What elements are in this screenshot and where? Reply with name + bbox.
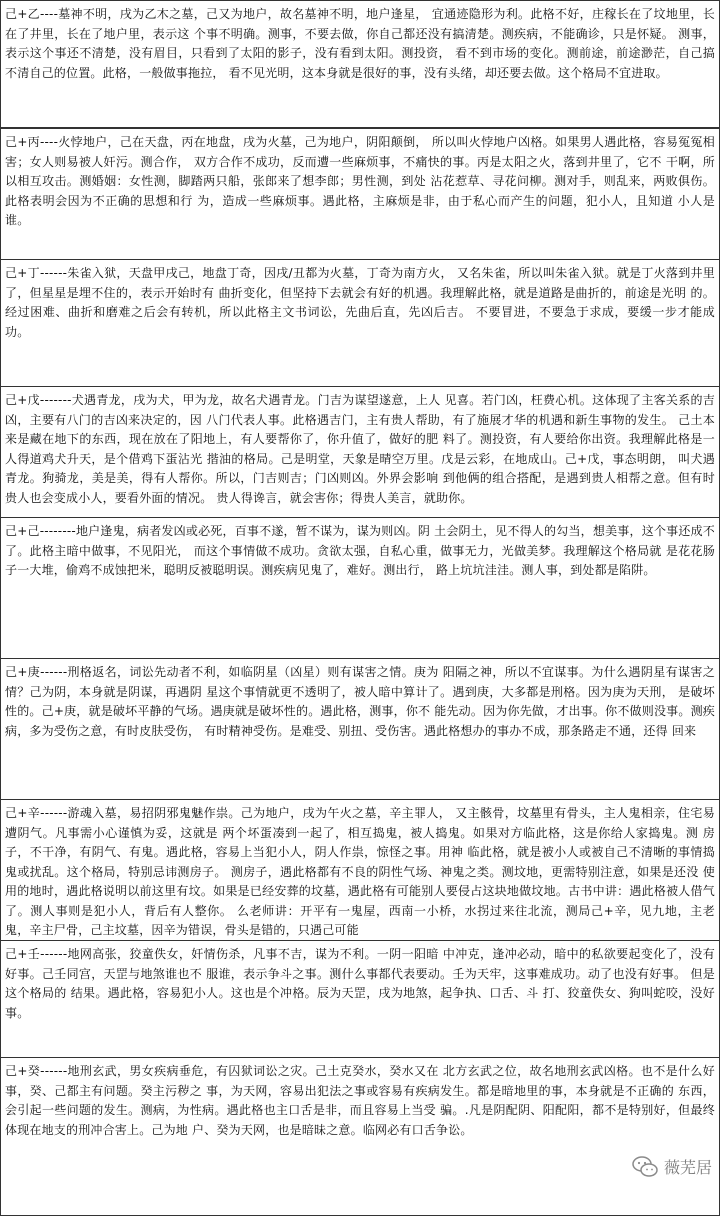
wechat-icon <box>632 1156 658 1178</box>
section-text: 己+癸------地刑玄武，男女疾病垂危，有囚狱词讼之灾。己土克癸水，癸水又在 北方玄武之位，故名地刑玄武凶格。也不是什么好事，癸、己都主有问题。癸主污秽之 事，为天网，容易出犯法之事或容易有疾病发生。都是暗地里的事，本身就是不正确的 东西，会引起一些问题的发生。测病，为性病。遇此格也主口舌是非，而且容易上当受 骗。.凡是阴配阴、阳配阳，都不是特别好，但最终体现在地支的刑冲合害上。己为地 户、癸为天网，也是暗昧之意。临网必有口舌争讼。 <box>5 1064 715 1137</box>
section-ji-xin <box>0 799 720 941</box>
section-ji-wu <box>0 386 720 518</box>
section-ji-ren <box>0 940 720 1058</box>
section-text: 己+辛------游魂入墓，易招阴邪鬼魅作祟。己为地户，戌为午火之墓，辛主罪人， 又主骸骨，坟墓里有骨头，主人鬼相亲，住宅易遭阴气。凡事需小心谨慎为妥，这就是 两个坏蛋凑到一起了，相互捣鬼，被人捣鬼。如果对方临此格，这是你给人家捣鬼。测 房子，不干净，有阴气、有鬼。遇此格，容易上当犯小人，阴人作祟，惊怪之事。用神 临此格，就是被小人或被自己不清晰的事情捣鬼或扰乱。这个格局，特别忌讳测房子。 测房子，遇此格都有不良的阴性气场、神鬼之类。测坟地，更需特别注意，如果是还没 使用的地时，遇此格说明以前这里有坟。如果是已经安葬的坟墓，遇此格有可能别人要侵占这块地做坟地。古书中讲：遇此格被人借气了。测人事则是犯小人，背后有人整你。 么老师讲：开平有一鬼屋，西南一小桥，水拐过来往北流，测局己+辛，见九地，主老 鬼，辛主尸骨，己主坟墓，因辛为错误，骨头是错的，只遇己可能 <box>5 806 715 937</box>
section-ji-gui <box>0 1057 720 1216</box>
section-text: 己+丙----火悖地户，己在天盘，丙在地盘，戌为火墓，己为地户，阴阳颠倒， 所以叫火悖地户凶格。如果男人遇此格，容易冤冤相害；女人则易被人奸污。测合作， 双方合作不成功，反而遭一些麻烦事，不痛快的事。丙是太阳之火，落到井里了，它不 干啊，所以相互攻击。测婚姻：女性测，脚踏两只船，张郎来了想李郎；男性测，到处 沾花惹草、寻花问柳。测对手，则乱来，两败俱伤。此格表明会因为不正确的思想和行 为，造成一些麻烦事。遇此格，主麻烦是非，由于私心而产生的问题，犯小人，且知道 小人是谁。 <box>5 135 715 227</box>
section-text: 己+乙----墓神不明，戌为乙木之墓，己又为地户，故名墓神不明，地户逢星， 宜通迹隐形为利。此格不好，庄稼长在了坟地里，长在了井里，长在了地户里，表示这 个事不明确。测事，不要去做，你自己都还没有搞清楚。测疾病，不能确诊，只是怀疑。 测事，表示这个事还不清楚，没有眉目，只看到了太阳的影子，没有看到太阳。测投资， 看不到市场的变化。测前途，前途渺茫，自己搞不清自己的位置。此格，一般做事拖拉， 看不见光明，这本身就是很好的事，没有头绪，却还要去做。这个格局不宜进取。 <box>5 7 715 80</box>
section-text: 己+壬------地网高张，狡童佚女，奸情伤杀，凡事不吉，谋为不利。一阴一阳暗 中冲克，逢冲必动，暗中的私欲要起变化了，没有好事。己壬同宫，天罡与地煞谁也不 服谁，表示争斗之事。测什么事都代表要动。壬为天牢，这事难成功。动了也没有好事。 但是这个格局的 结果。遇此格，容易犯小人。这也是个冲格。辰为天罡，戌为地煞，起争执、口舌、斗 打、狡童佚女、狗叫蛇咬，没好事。 <box>5 947 715 1020</box>
section-text: 己+己--------地户逢鬼，病者发凶或必死，百事不遂，暂不谋为，谋为则凶。阴 土会阴土，见不得人的勾当，想美事，这个事还成不了。此格主暗中做事，不见阳光， 而这个事情做不成功。贪欲太强，自私心重，做事无力，光做美梦。我理解这个格局就 是花花肠子一大堆，偷鸡不成蚀把米，聪明反被聪明误。测疾病见鬼了，难好。测出行， 路上坑坑洼洼。测人事，到处都是陷阱。 <box>5 524 715 577</box>
section-text: 己+戊-------犬遇青龙，戌为犬，甲为龙，故名犬遇青龙。门吉为谋望遂意，上人 见喜。若门凶，枉费心机。这体现了主客关系的吉凶，主要有八门的吉凶来决定的，因 八门代表人事。此格遇吉门，主有贵人帮助，有了施展才华的机遇和新生事物的发生。 己土本来是藏在地下的东西，现在放在了阳地上，有人要帮你了，你升值了，做好的肥 料了。测投资，有人要给你出资。我理解此格是一人得道鸡犬升天，是个借鸡下蛋沾光 揩油的格局。己是明堂，天象是晴空万里。戊是云彩，在地成山。己+戊，事态明朗， 叫犬遇青龙。狗骑龙，美是美，得有人帮你。所以，门吉则吉；门凶则凶。外界会影响 到他俩的组合搭配，是遇到贵人相帮之意。但有时贵人也会变成小人，要看外面的情况。 贵人得谗言，就会害你；得贵人美言，就助你。 <box>5 393 715 505</box>
section-text: 己+庚------刑格返名，词讼先动者不利，如临阴星（凶星）则有谋害之情。庚为 阳隔之神，所以不宜谋事。为什么遇阴星有谋害之情？己为阴，本身就是阴谋，再遇阴 星这个事情就更不透明了，被人暗中算计了。遇到庚，大多都是刑格。因为庚为天刑， 是破坏性的。己+庚，就是破坏平静的气场。遇庚就是破坏性的。遇此格，测事，你不 能先动。因为你先做，才出事。你不做则没事。测疾病，多为受伤之意，有时皮肤受伤， 有时精神受伤。是难受、别扭、受伤害。遇此格想办的事办不成，那条路走不通，还得 回来 <box>5 665 715 738</box>
section-ji-geng <box>0 658 720 800</box>
section-ji-ji <box>0 517 720 659</box>
section-ji-bing <box>0 128 720 260</box>
watermark-label: 薇芜居 <box>663 1158 712 1177</box>
watermark <box>632 1155 712 1178</box>
section-text: 己+丁------朱雀入狱，天盘甲戌己，地盘丁奇，因戌/丑都为火墓，丁奇为南方火， 又名朱雀，所以叫朱雀入狱。就是丁火落到井里了，但星星是埋不住的，表示开始时有 曲折变化，但坚持下去就会有好的机遇。我理解此格，就是道路是曲折的，前途是光明 的。经过困难、曲折和磨难之后会有转机，所以此格主文书词讼，先曲后直，先凶后吉。 不要冒进，不要急于求成，要缓一步才能成功。 <box>5 266 715 339</box>
section-ji-ding <box>0 259 720 387</box>
section-ji-yi <box>0 0 720 128</box>
